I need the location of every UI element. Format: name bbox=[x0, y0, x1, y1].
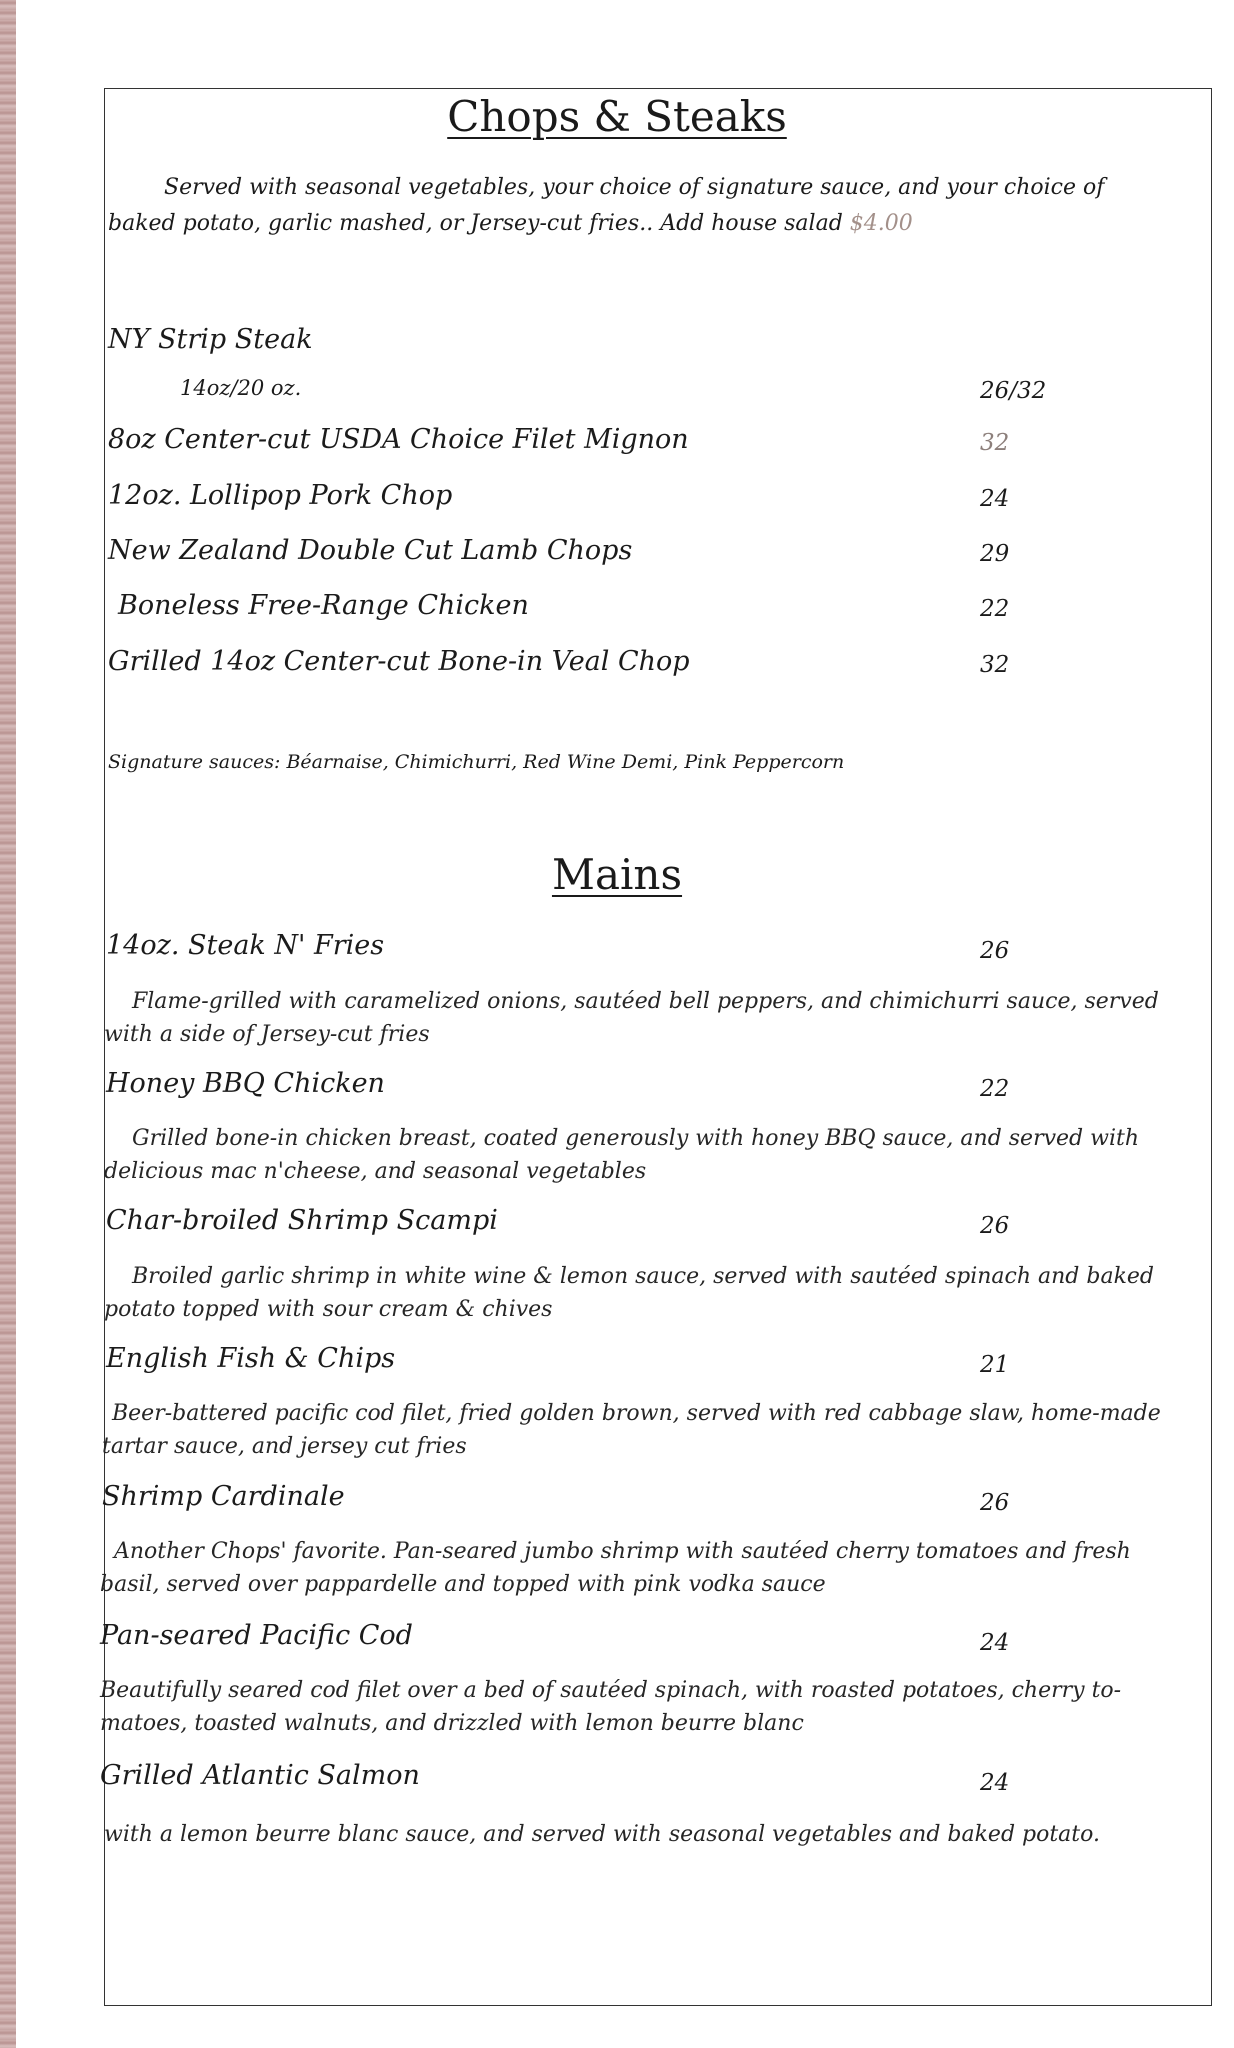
chops-intro bbox=[108, 170, 1158, 242]
mains-item-description: Grilled bone-in chicken breast, coated generously with honey BBQ sauce, and served with delicious mac n'cheese, and seasonal vegetables bbox=[104, 1126, 1139, 1184]
mains-item-price: 26 bbox=[980, 938, 1010, 964]
mains-item-price: 24 bbox=[980, 1630, 1010, 1656]
chops-item-name: Boneless Free-Range Chicken bbox=[118, 590, 529, 621]
chops-item-price: 26/32 bbox=[980, 378, 1047, 404]
chops-item-name: Grilled 14oz Center-cut Bone-in Veal Chop bbox=[108, 646, 690, 677]
chops-item-price: 24 bbox=[980, 486, 1010, 512]
chops-item-price: 32 bbox=[980, 652, 1010, 678]
mains-item-price: 21 bbox=[980, 1352, 1010, 1378]
mains-item-price: 22 bbox=[980, 1076, 1010, 1102]
mains-item-price: 24 bbox=[980, 1770, 1010, 1796]
house-salad-price: $4.00 bbox=[849, 211, 913, 236]
chops-item-name: New Zealand Double Cut Lamb Chops bbox=[108, 535, 633, 566]
mains-item-name: Char-broiled Shrimp Scampi bbox=[106, 1205, 498, 1236]
mains-item-description: Beer-battered pacific cod filet, fried golden brown, served with red cabbage slaw, home-made tartar sauce, and jersey cut fries bbox=[102, 1401, 1161, 1459]
mains-item-name: English Fish & Chips bbox=[106, 1343, 396, 1374]
mains-item-name: Shrimp Cardinale bbox=[102, 1481, 345, 1512]
chops-item-name: 12oz. Lollipop Pork Chop bbox=[108, 480, 453, 511]
mains-item-name: Honey BBQ Chicken bbox=[106, 1068, 385, 1099]
chops-item-price: 29 bbox=[980, 541, 1010, 567]
mains-item-description: Broiled garlic shrimp in white wine & lemon sauce, served with sautéed spinach and baked potato topped with sour cream & chives bbox=[104, 1264, 1155, 1322]
mains-item-price: 26 bbox=[980, 1490, 1010, 1516]
chops-section-title: Chops & Steaks bbox=[447, 92, 787, 141]
mains-item-description: Beautifully seared cod filet over a bed of sautéed spinach, with roasted potatoes, cherry to-matoes, toasted walnuts, and drizzled with lemon beurre blanc bbox=[100, 1678, 1122, 1736]
mains-section-title: Mains bbox=[551, 850, 683, 899]
chops-item-name: NY Strip Steak bbox=[108, 324, 313, 355]
mains-item-description: Another Chops' favorite. Pan-seared jumbo shrimp with sautéed cherry tomatoes and fresh basil, served over pappardelle and topped with pink vodka sauce bbox=[100, 1539, 1131, 1597]
signature-sauces: Signature sauces: Béarnaise, Chimichurri, Red Wine Demi, Pink Peppercorn bbox=[108, 751, 845, 773]
chops-item-name: 14oz/20 oz. bbox=[180, 376, 302, 400]
chops-item-price: 22 bbox=[980, 596, 1010, 622]
mains-item-price: 26 bbox=[980, 1213, 1010, 1239]
chops-item-name: 8oz Center-cut USDA Choice Filet Mignon bbox=[108, 424, 689, 455]
mains-item-description: Flame-grilled with caramelized onions, sautéed bell peppers, and chimichurri sauce, served with a side of Jersey-cut fries bbox=[104, 989, 1159, 1047]
mains-item-description: with a lemon beurre blanc sauce, and served with seasonal vegetables and baked potato. bbox=[104, 1822, 1100, 1847]
mains-item-name: 14oz. Steak N' Fries bbox=[106, 930, 385, 961]
mains-item-name: Pan-seared Pacific Cod bbox=[100, 1620, 413, 1651]
chops-item-price: 32 bbox=[980, 430, 1010, 456]
chops-intro-text: Served with seasonal vegetables, your choice of signature sauce, and your choice of baked potato, garlic mashed, or Jersey-cut fries.. Add house salad bbox=[108, 175, 1105, 236]
mains-item-name: Grilled Atlantic Salmon bbox=[100, 1760, 420, 1791]
